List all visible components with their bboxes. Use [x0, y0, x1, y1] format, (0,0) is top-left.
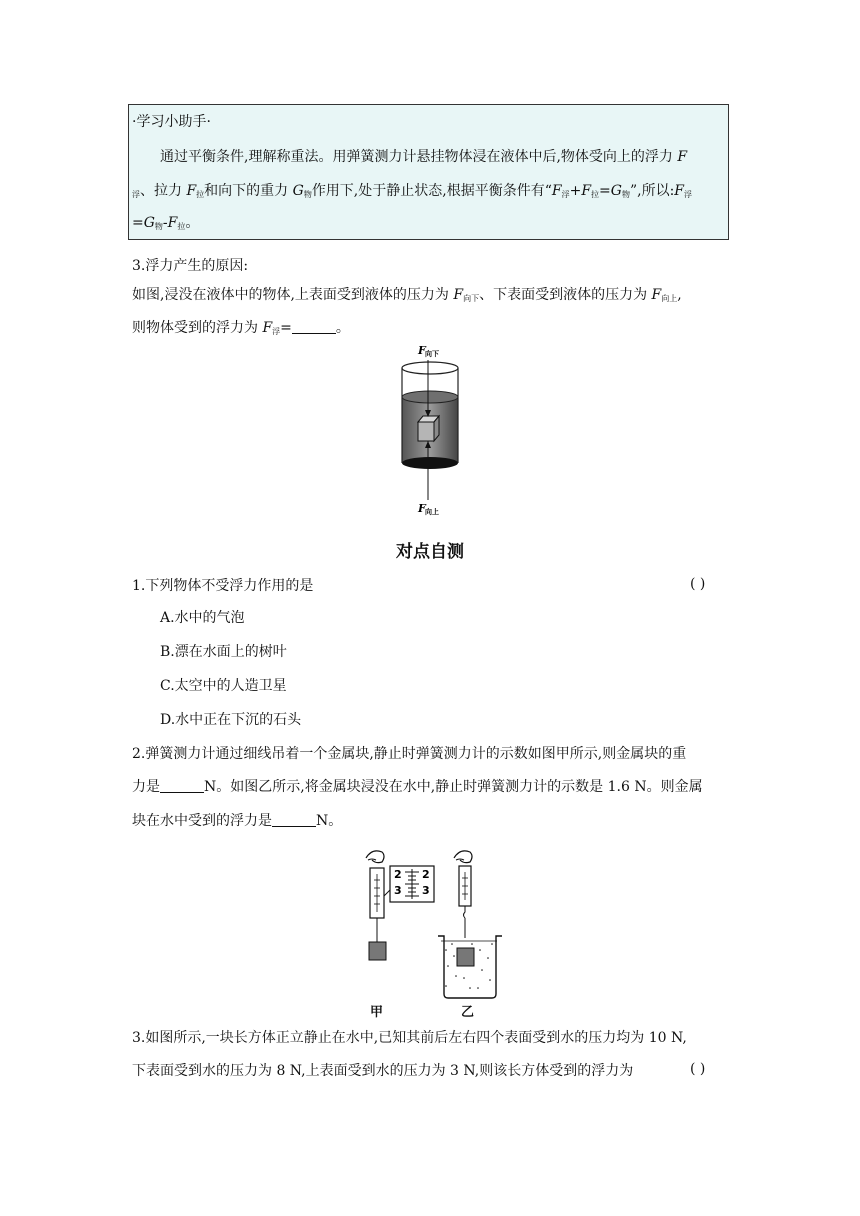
q3-line-2: 下表面受到水的压力为 8 N,上表面受到水的压力为 3 N,则该长方体受到的浮力为 — [132, 1063, 634, 1079]
metal-block-yi — [457, 948, 474, 966]
q2-line-2: 力是 N。如图乙所示,将金属块浸没在水中,静止时弹簧测力计的示数是 1.6 N。则金属 — [132, 779, 703, 795]
scale-mark-2-right: 2 — [422, 868, 430, 881]
q1-option-c: C.太空中的人造卫星 — [160, 678, 287, 694]
f-up-label: F — [418, 502, 426, 515]
answer-blank — [292, 319, 336, 334]
spring-scale-figure — [352, 846, 512, 1016]
buoyancy-cause-figure — [380, 340, 480, 520]
q1-answer-paren: ( ) — [690, 576, 706, 592]
helper-line-3: $=G_物-F_拉$。 — [132, 215, 200, 231]
f-down-label: F — [418, 344, 426, 357]
helper-line-1: 通过平衡条件,理解称重法。用弹簧测力计悬挂物体浸在液体中后,物体受向上的浮力 F — [160, 149, 688, 165]
figure-label-jia: 甲 — [370, 1005, 384, 1020]
q2-line-3: 块在水中受到的浮力是 N。 — [132, 813, 343, 829]
section3-line-2: 则物体受到的浮力为 $F_浮=$ 。 — [132, 320, 350, 336]
section3-line-1: 如图,浸没在液体中的物体,上表面受到液体的压力为 $F_{向下}$、下表面受到液体的压力为 $F_{向上}$, — [132, 287, 682, 303]
quiz-section-title: 对点自测 — [396, 542, 464, 562]
f-down-sub: 向下 — [425, 350, 439, 358]
helper-title: ·学习小助手· — [132, 114, 211, 130]
scale-mark-3-right: 3 — [422, 884, 430, 897]
hand-icon — [366, 851, 384, 863]
q1-option-d: D.水中正在下沉的石头 — [160, 712, 302, 728]
study-helper-box — [128, 104, 729, 240]
helper-line-2: $_浮$、拉力 $F_拉$和向下的重力 $G_物$作用下,处于静止状态,根据平衡条件有“$F_浮+F_拉=G_物$”,所以$:F_浮$ — [132, 183, 693, 199]
q1-option-b: B.漂在水面上的树叶 — [160, 644, 287, 660]
scale-mark-2-left: 2 — [394, 868, 402, 881]
answer-blank — [160, 778, 204, 793]
figure-label-yi: 乙 — [461, 1005, 475, 1020]
q3-answer-paren: ( ) — [690, 1061, 706, 1077]
submerged-cube — [418, 416, 439, 441]
q3-line-1: 3.如图所示,一块长方体正立静止在水中,已知其前后左右四个表面受到水的压力均为 10 N, — [132, 1030, 687, 1046]
hand-icon — [454, 851, 472, 863]
beaker — [438, 936, 502, 998]
answer-blank — [272, 812, 316, 827]
q1-option-a: A.水中的气泡 — [160, 610, 245, 626]
q1-stem: 1.下列物体不受浮力作用的是 — [132, 578, 314, 594]
metal-block-jia — [369, 942, 386, 960]
section3-title: 3.浮力产生的原因: — [132, 258, 249, 274]
f-up-sub: 向上 — [425, 508, 439, 516]
q2-line-1: 2.弹簧测力计通过细线吊着一个金属块,静止时弹簧测力计的示数如图甲所示,则金属块的重 — [132, 746, 687, 762]
scale-mark-3-left: 3 — [394, 884, 402, 897]
